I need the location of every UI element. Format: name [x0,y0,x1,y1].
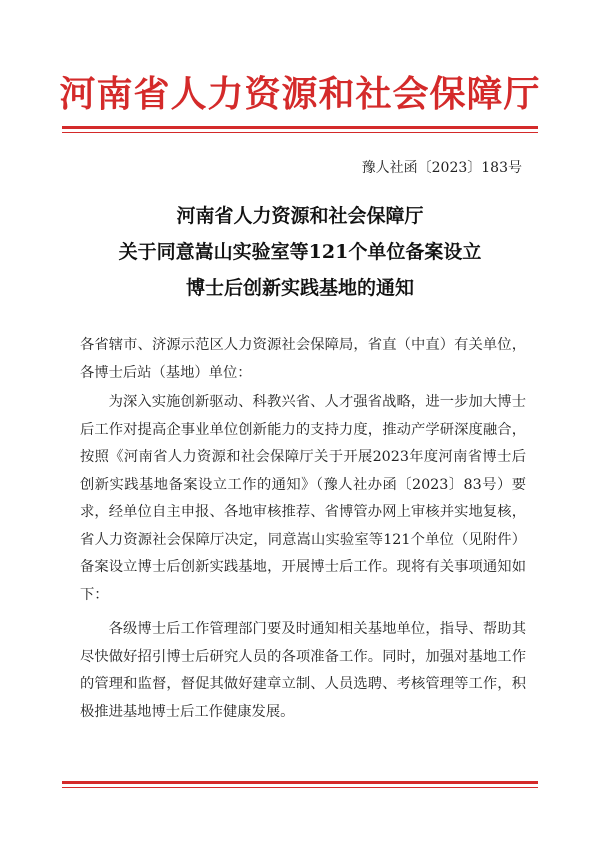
agency-header-title: 河南省人力资源和社会保障厅 [59,74,541,115]
document-body [80,332,526,726]
title-line-3: 博士后创新实践基地的通知 [185,277,414,299]
header-divider-thick [62,126,538,129]
body-paragraph-1: 为深入实施创新驱动、科教兴省、人才强省战略，进一步加大博士后工作对提高企事业单位创新能力的支持力度，推动产学研深度融合，按照《河南省人力资源和社会保障厅关于开展2023年度河南省博士后创新实践基地备案设立工作的通知》（豫人社办函〔2023〕83号）要求，经单位自主申报、各地审核推荐、省博管办网上审核并实地复核，省人力资源社会保障厅决定，同意嵩山实验室等121个单位（见附件）备案设立博士后创新实践基地，开展博士后工作。现将有关事项通知如下： [80,394,526,603]
document-title [0,198,600,306]
footer-divider-thin [62,787,538,788]
header-divider-thin [62,132,538,133]
footer-divider-thick [62,781,538,784]
title-line-2: 关于同意嵩山实验室等121个单位备案设立 [118,241,482,263]
document-number: 豫人社函〔2023〕183号 [361,160,522,176]
body-paragraph-2: 各级博士后工作管理部门要及时通知相关基地单位，指导、帮助其尽快做好招引博士后研究人员的各项准备工作。同时，加强对基地工作的管理和监督，督促其做好建章立制、人员选聘、考核管理等工作，积极推进基地博士后工作健康发展。 [80,621,526,720]
salutation: 各省辖市、济源示范区人力资源社会保障局，省直（中直）有关单位，各博士后站（基地）单位： [80,337,526,381]
title-line-1: 河南省人力资源和社会保障厅 [176,205,424,227]
